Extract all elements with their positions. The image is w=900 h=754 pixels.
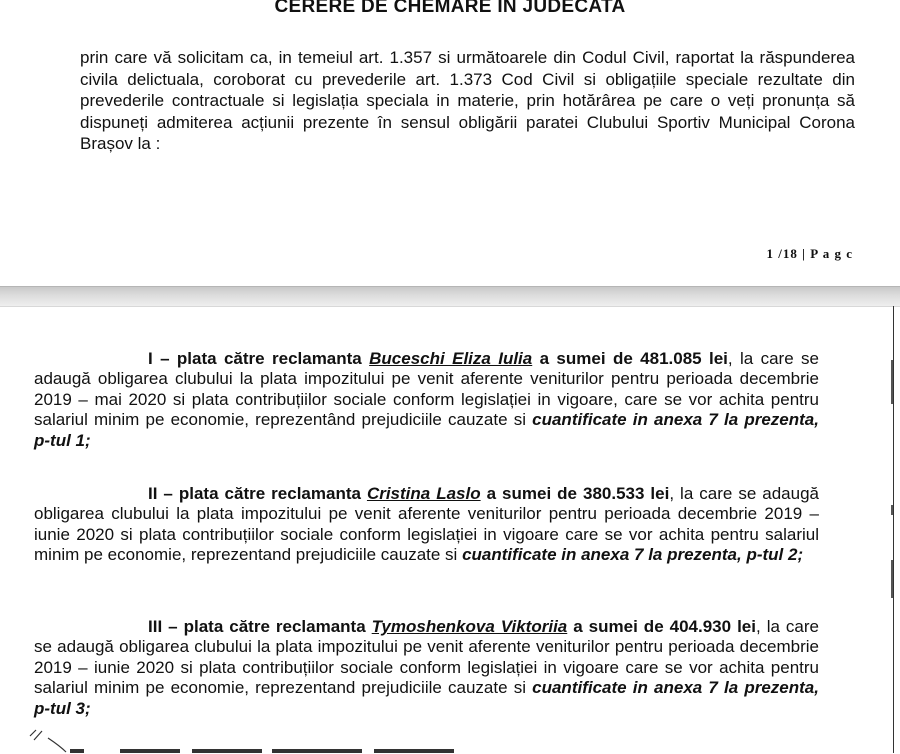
claim-body: , la care se adaugă obligarea clubului la plata impozitului pe venit aferente veniturilor pentru perioada decembrie 2019 – iunie 2020 si plata contribuțiilor sociale conform legislației in vigoare care se vor achita pentru salariul minim pe economie, reprezentand prejudiciile cauzate si xyxy=(34,484,819,565)
claimant-name: Tymoshenkova Viktoriia xyxy=(371,617,568,636)
claim-amount: a sumei de 380.533 lei xyxy=(480,484,670,503)
text-fragment xyxy=(120,749,180,753)
margin-mark xyxy=(891,360,893,404)
claim-reference: cuantificate in anexa 7 la prezenta, p-tul 2; xyxy=(462,545,804,565)
claimant-name: Buceschi Eliza Iulia xyxy=(369,349,533,368)
claim-reference: cuantificate in anexa 7 la prezenta, p-tul 1; xyxy=(34,410,819,450)
claim-amount: a sumei de 404.930 lei xyxy=(567,617,756,636)
document-title: CERERE DE CHEMARE IN JUDECATA xyxy=(274,0,626,17)
intro-paragraph: prin care vă solicitam ca, in temeiul art. 1.357 si următoarele din Codul Civil, raportat la răspunderea civila delictuala, coroborat cu prevederile art. 1.373 Cod Civil si obligațiile speciale rezultate din prevederile contractuale si legislația speciala in materie, prin hotărârea pe care o veți pronunța să dispuneți admiterea acțiunii prezente în sensul obligării paratei Clubului Sportiv Municipal Corona Brașov la : xyxy=(80,48,855,154)
claim-reference: cuantificate in anexa 7 la prezenta, p-tul 3; xyxy=(34,678,819,718)
page-separator xyxy=(0,286,900,307)
claim-heading: II – plata către reclamanta xyxy=(148,484,367,503)
claim-item-1 xyxy=(34,349,819,451)
page-number: 1 /18 | P a g c xyxy=(766,246,853,261)
text-fragment xyxy=(374,749,454,753)
text-fragment xyxy=(70,749,84,753)
claim-body: , la care se adaugă obligarea clubului la plata impozitului pe venit aferente veniturilor pentru perioada decembrie 2019 – mai 2020 si plata contribuțiilor sociale conform legislației in vigoare, care se vor achita pentru salariul minim pe economie, reprezentând prejudiciile cauzate si xyxy=(34,349,819,430)
claim-body: , la care se adaugă obligarea clubului la plata impozitului pe venit aferente veniturilor pentru perioada decembrie 2019 – iunie 2020 si plata contribuțiilor sociale conform legislației in vigoare care se vor achita pentru salariul minim pe economie, reprezentand prejudiciile cauzate si xyxy=(34,617,819,698)
claimant-name: Cristina Laslo xyxy=(366,484,481,503)
text-fragment xyxy=(192,749,262,753)
claim-item-2 xyxy=(34,484,819,566)
margin-mark xyxy=(891,505,893,515)
text-fragment xyxy=(272,749,362,753)
cut-off-text-line xyxy=(40,744,540,753)
document-page-1 xyxy=(0,0,900,286)
margin-mark xyxy=(891,560,893,598)
claim-heading: III – plata către reclamanta xyxy=(148,617,372,636)
claim-amount: a sumei de 481.085 lei xyxy=(532,349,728,368)
page-margin-line xyxy=(893,306,894,753)
claim-item-3 xyxy=(34,617,819,719)
claim-heading: I – plata către reclamanta xyxy=(148,349,370,368)
